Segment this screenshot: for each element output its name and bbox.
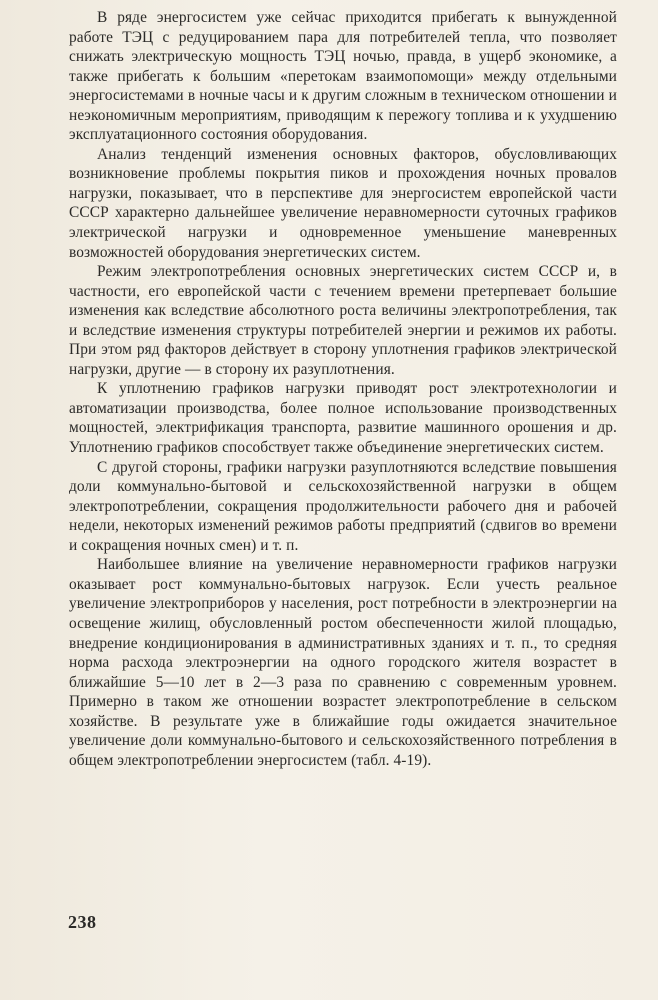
- paragraph-2: Анализ тенденций изменения основных факторов, обусловливающих возникновение проблемы покрытия пиков и прохождения ночных провалов нагрузки, показывает, что в перспективе для энергосистем европейской части СССР характерно дальнейшее увеличение неравномерности суточных графиков электрической нагрузки и одновременное уменьшение маневренных возможностей оборудования энергетических систем.: [69, 145, 617, 261]
- paragraph-4: К уплотнению графиков нагрузки приводят рост электротехнологии и автоматизации производства, более полное использование производственных мощностей, электрификация транспорта, развитие машинного орошения и др. Уплотнению графиков способствует также объединение энергетических систем.: [69, 380, 617, 457]
- paragraph-5: С другой стороны, графики нагрузки разуплотняются вследствие повышения доли коммунально-бытовой и сельскохозяйственной нагрузки в общем электропотреблении, сокращения продолжительности рабочего дня и рабочей недели, некоторых изменений режимов работы предприятий (сдвигов во времени и сокращения ночных смен) и т. п.: [69, 458, 617, 554]
- page-number: 238: [68, 912, 97, 932]
- body-text: [69, 8, 617, 770]
- paragraph-6: Наибольшее влияние на увеличение неравномерности графиков нагрузки оказывает рост коммунально-бытовых нагрузок. Если учесть реальное увеличение электроприборов у населения, рост потребности в электроэнергии на освещение жилищ, обусловленный ростом обеспеченности жилой площадью, внедрение кондиционирования в административных зданиях и т. п., то средняя норма расхода электроэнергии на одного городского жителя возрастет в ближайшие 5—10 лет в 2—3 раза по сравнению с современным уровнем. Примерно в таком же отношении возрастет электропотребление в сельском хозяйстве. В результате уже в ближайшие годы ожидается значительное увеличение доли коммунально-бытового и сельскохозяйственного потребления в общем электропотреблении энергосистем (табл. 4-19).: [69, 556, 617, 769]
- paragraph-1: В ряде энергосистем уже сейчас приходится прибегать к вынужденной работе ТЭЦ с редуцированием пара для потребителей тепла, что позволяет снижать электрическую мощность ТЭЦ ночью, правда, в ущерб экономике, а также прибегать к большим «перетокам взаимопомощи» между отдельными энергосистемами в ночные часы и к другим сложным в техническом отношении и неэкономичным мероприятиям, приводящим к пережогу топлива и к ухудшению эксплуатационного состояния оборудования.: [69, 9, 617, 144]
- paragraph-3: Режим электропотребления основных энергетических систем СССР и, в частности, его европейской части с течением времени претерпевает большие изменения как вследствие абсолютного роста величины электропотребления, так и вследствие изменения структуры потребителей энергии и режимов их работы. При этом ряд факторов действует в сторону уплотнения графиков электрической нагрузки, другие — в сторону их разуплотнения.: [69, 263, 617, 378]
